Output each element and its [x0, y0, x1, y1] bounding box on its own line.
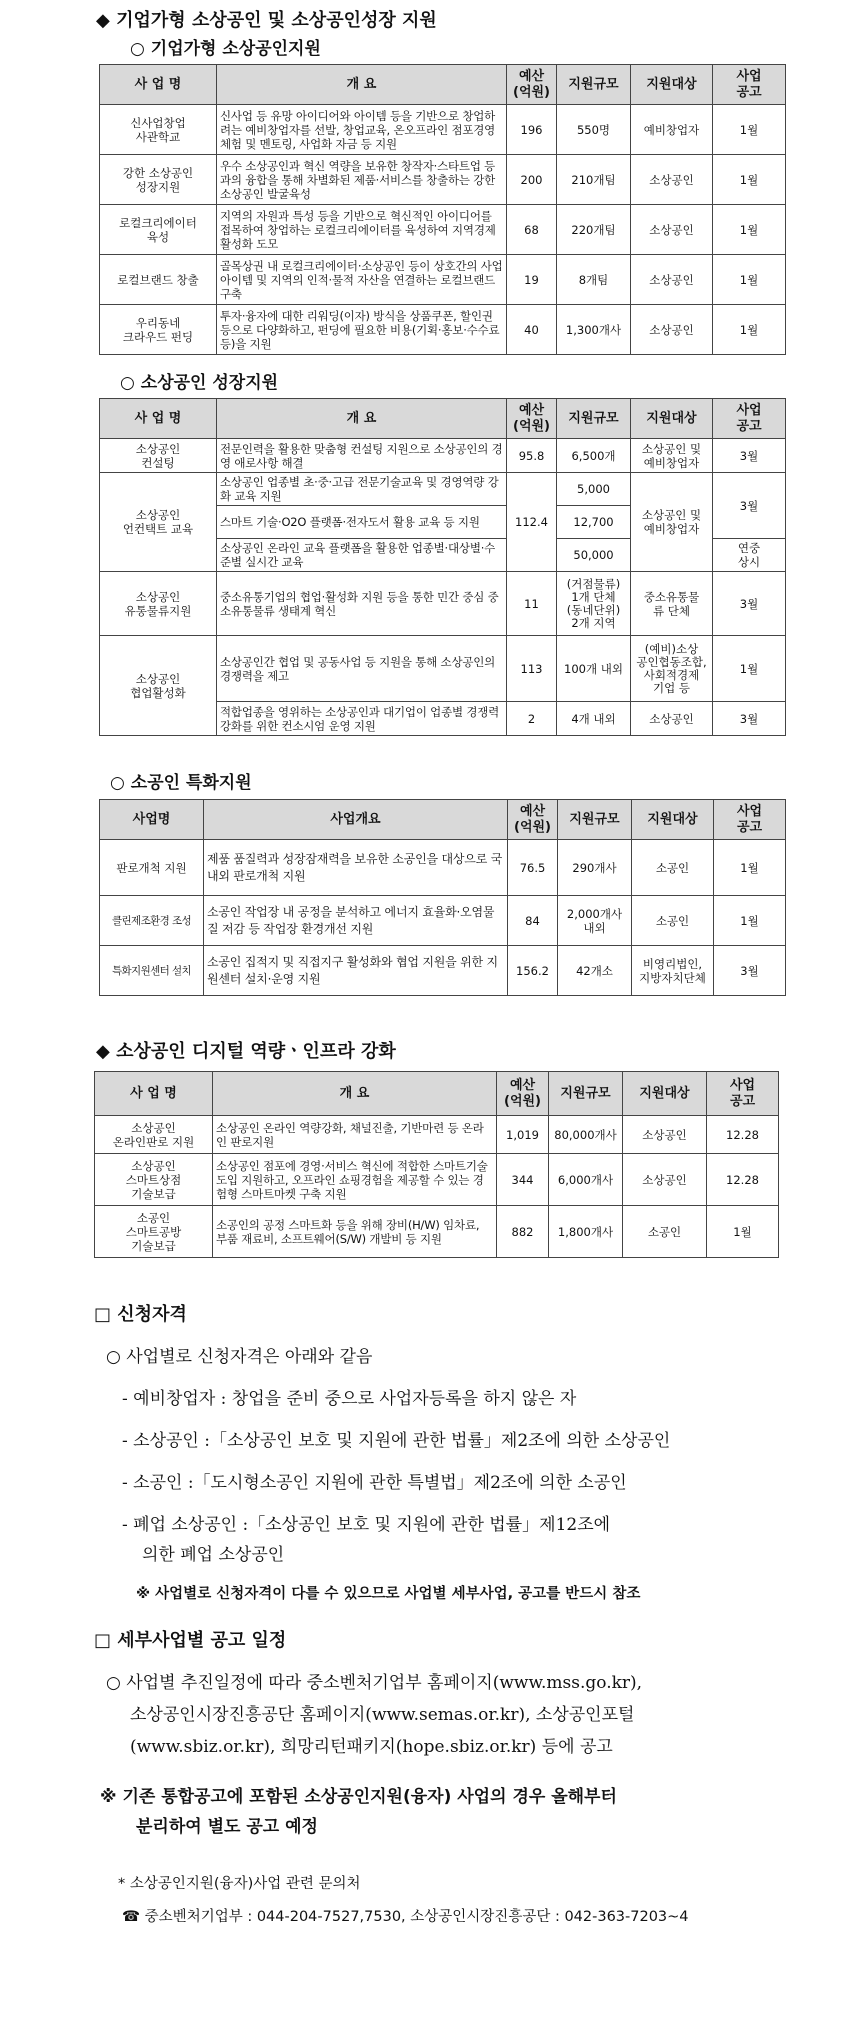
cell-overview: 소상공인 온라인 역량강화, 채널진출, 기반마련 등 온라인 판로지원 — [213, 1116, 497, 1154]
section-heading-1: ◆ 기업가형 소상공인 및 소상공인성장 지원 — [96, 10, 437, 31]
cell-scale: 50,000 — [557, 539, 631, 572]
cell-name: 우리동네 크라우드 펀딩 — [100, 305, 217, 355]
table-row — [100, 205, 786, 255]
cell-budget: 156.2 — [508, 946, 558, 996]
table-row — [100, 946, 786, 996]
eligibility-intro: ○ 사업별로 신청자격은 아래와 같음 — [106, 1347, 373, 1367]
cell-notice: 3월 — [714, 946, 786, 996]
square-bullet-icon: □ — [94, 1304, 112, 1325]
col-header-scale: 지원규모 — [549, 1072, 623, 1116]
col-header-budget: 예산 (억원) — [508, 800, 558, 840]
cell-target: 소공인 — [632, 840, 714, 896]
dash-bullet: - — [122, 1431, 128, 1451]
col-header-budget: 예산 (억원) — [507, 65, 557, 105]
cell-scale: 1,300개사 — [557, 305, 631, 355]
table-row — [100, 840, 786, 896]
col-header-overview: 개 요 — [217, 65, 507, 105]
diamond-bullet-icon: ◆ — [96, 1041, 110, 1062]
section-heading-2: ◆ 소상공인 디지털 역량ㆍ인프라 강화 — [96, 1041, 396, 1062]
cell-budget: 196 — [507, 105, 557, 155]
phone-icon: ☎ — [122, 1909, 141, 1925]
cell-scale: 290개사 — [558, 840, 632, 896]
cell-budget: 19 — [507, 255, 557, 305]
eligibility-title: □ 신청자격 — [94, 1304, 187, 1325]
separation-notice-cont: 분리하여 별도 공고 예정 — [136, 1817, 318, 1837]
eligibility-item: - 소상공인 :「소상공인 보호 및 지원에 관한 법률」제2조에 의한 소상공인 — [122, 1431, 671, 1451]
cell-budget: 95.8 — [507, 439, 557, 473]
cell-budget: 344 — [497, 1154, 549, 1206]
cell-scale: 12,700 — [557, 506, 631, 539]
cell-name: 로컬브랜드 창출 — [100, 255, 217, 305]
cell-overview: 소상공인 온라인 교육 플랫폼을 활용한 업종별·대상별·수준별 실시간 교육 — [217, 539, 507, 572]
col-header-overview: 개 요 — [213, 1072, 497, 1116]
cell-notice: 3월 — [713, 473, 786, 539]
table-row — [100, 473, 786, 506]
cell-budget: 76.5 — [508, 840, 558, 896]
sub-heading-2: ○ 소상공인 성장지원 — [120, 373, 279, 393]
cell-name: 소상공인 컨설팅 — [100, 439, 217, 473]
dash-bullet: - — [122, 1473, 128, 1493]
col-header-notice: 사업 공고 — [713, 65, 786, 105]
cell-notice: 1월 — [714, 840, 786, 896]
table-row — [95, 1154, 779, 1206]
col-header-budget: 예산 (억원) — [497, 1072, 549, 1116]
col-header-name: 사 업 명 — [100, 65, 217, 105]
cell-overview: 중소유통기업의 협업·활성화 지원 등을 통한 민간 중심 중소유통물류 생태계 혁신 — [217, 572, 507, 636]
contact-label: * 소상공인지원(융자)사업 관련 문의처 — [118, 1876, 361, 1892]
eligibility-item: - 폐업 소상공인 :「소상공인 보호 및 지원에 관한 법률」제12조에 — [122, 1515, 611, 1535]
cell-target: 예비창업자 — [631, 105, 713, 155]
cell-target: 소상공인 — [631, 702, 713, 736]
cell-notice: 1월 — [713, 305, 786, 355]
cell-budget: 882 — [497, 1206, 549, 1258]
col-header-target: 지원대상 — [632, 800, 714, 840]
cell-overview: 소상공인간 협업 및 공동사업 등 지원을 통해 소상공인의 경쟁력을 제고 — [217, 636, 507, 702]
cell-scale: 80,000개사 — [549, 1116, 623, 1154]
table-header-row — [100, 399, 786, 439]
col-header-notice: 사업 공고 — [713, 399, 786, 439]
cell-target: 소상공인 — [623, 1154, 707, 1206]
cell-scale: 210개팀 — [557, 155, 631, 205]
cell-notice: 1월 — [713, 255, 786, 305]
col-header-scale: 지원규모 — [557, 65, 631, 105]
table-row — [100, 255, 786, 305]
schedule-line: 소상공인시장진흥공단 홈페이지(www.semas.or.kr), 소상공인포털 — [130, 1705, 635, 1725]
cell-target: 소상공인 — [631, 155, 713, 205]
table-header-row — [100, 800, 786, 840]
eligibility-item: - 예비창업자 : 창업을 준비 중으로 사업자등록을 하지 않은 자 — [122, 1389, 577, 1409]
table-row — [100, 305, 786, 355]
cell-name: 클린제조환경 조성 — [100, 896, 204, 946]
cell-target: 소상공인 및 예비창업자 — [631, 473, 713, 572]
cell-scale: 8개팀 — [557, 255, 631, 305]
circle-bullet-icon: ○ — [106, 1347, 121, 1367]
cell-overview: 소공인의 공정 스마트화 등을 위해 장비(H/W) 임차료, 부품 재료비, 소프트웨어(S/W) 개발비 등 지원 — [213, 1206, 497, 1258]
table-row — [100, 439, 786, 473]
cell-overview: 소공인 작업장 내 공정을 분석하고 에너지 효율화·오염물질 저감 등 작업장 환경개선 지원 — [204, 896, 508, 946]
cell-target: 소상공인 — [623, 1116, 707, 1154]
cell-notice: 1월 — [713, 105, 786, 155]
cell-overview: 투자·융자에 대한 리워딩(이자) 방식을 상품쿠폰, 할인권 등으로 다양화하고, 펀딩에 필요한 비용(기획·홍보·수수료 등)을 지원 — [217, 305, 507, 355]
cell-budget: 84 — [508, 896, 558, 946]
cell-scale: (거점물류) 1개 단체 (동네단위) 2개 지역 — [557, 572, 631, 636]
cell-scale: 2,000개사 내외 — [558, 896, 632, 946]
cell-scale: 100개 내외 — [557, 636, 631, 702]
cell-target: 비영리법인, 지방자치단체 — [632, 946, 714, 996]
table-growth-support — [99, 398, 786, 736]
cell-name: 소상공인 언컨택트 교육 — [100, 473, 217, 572]
table-digital-infra — [94, 1071, 779, 1258]
col-header-name: 사업명 — [100, 800, 204, 840]
square-bullet-icon: □ — [94, 1630, 112, 1651]
cell-scale: 42개소 — [558, 946, 632, 996]
cell-scale: 550명 — [557, 105, 631, 155]
table-entrepreneur-support — [99, 64, 786, 355]
cell-budget: 40 — [507, 305, 557, 355]
eligibility-note: ※ 사업별로 신청자격이 다를 수 있으므로 사업별 세부사업, 공고를 반드시 참조 — [136, 1586, 641, 1602]
col-header-notice: 사업 공고 — [707, 1072, 779, 1116]
cell-budget: 11 — [507, 572, 557, 636]
col-header-scale: 지원규모 — [558, 800, 632, 840]
contact-line: ☎ 중소벤처기업부 : 044-204-7527,7530, 소상공인시장진흥공단 : 042-363-7203~4 — [122, 1909, 689, 1925]
col-header-overview: 사업개요 — [204, 800, 508, 840]
circle-bullet-icon: ○ — [110, 773, 125, 793]
cell-scale: 6,500개 — [557, 439, 631, 473]
cell-target: 소상공인 — [631, 255, 713, 305]
cell-target: 소공인 — [623, 1206, 707, 1258]
col-header-name: 사 업 명 — [95, 1072, 213, 1116]
table-row — [100, 896, 786, 946]
cell-overview: 골목상권 내 로컬크리에이터·소상공인 등이 상호간의 사업아이템 및 지역의 인적·물적 자산을 연결하는 로컬브랜드 구축 — [217, 255, 507, 305]
cell-name: 소공인 스마트공방 기술보급 — [95, 1206, 213, 1258]
col-header-target: 지원대상 — [631, 65, 713, 105]
diamond-bullet-icon: ◆ — [96, 10, 110, 31]
cell-name: 신사업창업 사관학교 — [100, 105, 217, 155]
cell-notice: 3월 — [713, 439, 786, 473]
note-mark: ※ — [100, 1787, 117, 1807]
cell-scale: 220개팀 — [557, 205, 631, 255]
star-mark: * — [118, 1876, 126, 1892]
cell-target: (예비)소상 공인협동조합, 사회적경제 기업 등 — [631, 636, 713, 702]
cell-name: 로컬크리에이터 육성 — [100, 205, 217, 255]
cell-overview: 전문인력을 활용한 맞춤형 컨설팅 지원으로 소상공인의 경영 애로사항 해결 — [217, 439, 507, 473]
cell-name: 소상공인 협업활성화 — [100, 636, 217, 736]
col-header-overview: 개 요 — [217, 399, 507, 439]
cell-overview: 스마트 기술·O2O 플랫폼·전자도서 활용 교육 등 지원 — [217, 506, 507, 539]
cell-budget: 113 — [507, 636, 557, 702]
cell-target: 소공인 — [632, 896, 714, 946]
cell-overview: 소상공인 점포에 경영·서비스 혁신에 적합한 스마트기술 도입 지원하고, 오프라인 쇼핑경험을 제공할 수 있는 경험형 스마트마켓 구축 지원 — [213, 1154, 497, 1206]
table-small-manufacturer-support — [99, 799, 786, 996]
cell-overview: 적합업종을 영위하는 소상공인과 대기업이 업종별 경쟁력 강화를 위한 컨소시엄 운영 지원 — [217, 702, 507, 736]
cell-notice: 1월 — [713, 636, 786, 702]
circle-bullet-icon: ○ — [130, 39, 145, 59]
schedule-title: □ 세부사업별 공고 일정 — [94, 1630, 287, 1651]
cell-name: 소상공인 스마트상점 기술보급 — [95, 1154, 213, 1206]
cell-budget: 68 — [507, 205, 557, 255]
table-row — [100, 636, 786, 702]
cell-target: 소상공인 — [631, 305, 713, 355]
cell-target: 중소유통물 류 단체 — [631, 572, 713, 636]
table-header-row — [95, 1072, 779, 1116]
cell-target: 소상공인 및 예비창업자 — [631, 439, 713, 473]
eligibility-item: - 소공인 :「도시형소공인 지원에 관한 특별법」제2조에 의한 소공인 — [122, 1473, 627, 1493]
col-header-budget: 예산 (억원) — [507, 399, 557, 439]
cell-notice: 1월 — [713, 205, 786, 255]
sub-heading-3: ○ 소공인 특화지원 — [110, 773, 252, 793]
cell-notice: 3월 — [713, 572, 786, 636]
cell-budget: 2 — [507, 702, 557, 736]
cell-name: 소상공인 유통물류지원 — [100, 572, 217, 636]
circle-bullet-icon: ○ — [120, 373, 135, 393]
schedule-line: (www.sbiz.or.kr), 희망리턴패키지(hope.sbiz.or.kr) 등에 공고 — [130, 1737, 613, 1757]
cell-notice: 12.28 — [707, 1116, 779, 1154]
sub-heading-1: ○ 기업가형 소상공인지원 — [130, 39, 321, 59]
cell-scale: 1,800개사 — [549, 1206, 623, 1258]
eligibility-item-continued: 의한 폐업 소상공인 — [142, 1545, 285, 1565]
table-row — [100, 105, 786, 155]
cell-budget: 200 — [507, 155, 557, 205]
cell-name: 강한 소상공인 성장지원 — [100, 155, 217, 205]
cell-budget: 112.4 — [507, 473, 557, 572]
table-row — [95, 1116, 779, 1154]
col-header-scale: 지원규모 — [557, 399, 631, 439]
col-header-target: 지원대상 — [623, 1072, 707, 1116]
cell-notice: 1월 — [707, 1206, 779, 1258]
cell-budget: 1,019 — [497, 1116, 549, 1154]
cell-name: 판로개척 지원 — [100, 840, 204, 896]
col-header-target: 지원대상 — [631, 399, 713, 439]
separation-notice: ※ 기존 통합공고에 포함된 소상공인지원(융자) 사업의 경우 올해부터 — [100, 1787, 617, 1807]
table-row — [95, 1206, 779, 1258]
cell-notice: 1월 — [714, 896, 786, 946]
cell-scale: 4개 내외 — [557, 702, 631, 736]
cell-notice: 3월 — [713, 702, 786, 736]
col-header-name: 사 업 명 — [100, 399, 217, 439]
cell-scale: 6,000개사 — [549, 1154, 623, 1206]
table-header-row — [100, 65, 786, 105]
cell-target: 소상공인 — [631, 205, 713, 255]
cell-overview: 지역의 자원과 특성 등을 기반으로 혁신적인 아이디어를 접목하여 창업하는 로컬크리에이터를 육성하여 지역경제 활성화 도모 — [217, 205, 507, 255]
cell-overview: 소상공인 업종별 초·중·고급 전문기술교육 및 경영역량 강화 교육 지원 — [217, 473, 507, 506]
cell-overview: 제품 품질력과 성장잠재력을 보유한 소공인을 대상으로 국내외 판로개척 지원 — [204, 840, 508, 896]
dash-bullet: - — [122, 1389, 128, 1409]
cell-name: 특화지원센터 설치 — [100, 946, 204, 996]
cell-overview: 우수 소상공인과 혁신 역량을 보유한 창작자·스타트업 등과의 융합을 통해 차별화된 제품·서비스를 창출하는 강한 소상공인 발굴육성 — [217, 155, 507, 205]
cell-name: 소상공인 온라인판로 지원 — [95, 1116, 213, 1154]
cell-scale: 5,000 — [557, 473, 631, 506]
note-mark: ※ — [136, 1586, 151, 1602]
cell-notice: 1월 — [713, 155, 786, 205]
cell-notice: 12.28 — [707, 1154, 779, 1206]
col-header-notice: 사업 공고 — [714, 800, 786, 840]
table-row — [100, 572, 786, 636]
dash-bullet: - — [122, 1515, 128, 1535]
cell-overview: 소공인 집적지 및 직접지구 활성화와 협업 지원을 위한 지원센터 설치·운영 지원 — [204, 946, 508, 996]
circle-bullet-icon: ○ — [106, 1673, 121, 1693]
table-row — [100, 155, 786, 205]
cell-notice: 연중 상시 — [713, 539, 786, 572]
cell-overview: 신사업 등 유망 아이디어와 아이템 등을 기반으로 창업하려는 예비창업자를 선발, 창업교육, 온오프라인 점포경영체험 및 멘토링, 사업화 자금 등 지원 — [217, 105, 507, 155]
schedule-line: ○ 사업별 추진일정에 따라 중소벤처기업부 홈페이지(www.mss.go.kr), — [106, 1673, 643, 1693]
